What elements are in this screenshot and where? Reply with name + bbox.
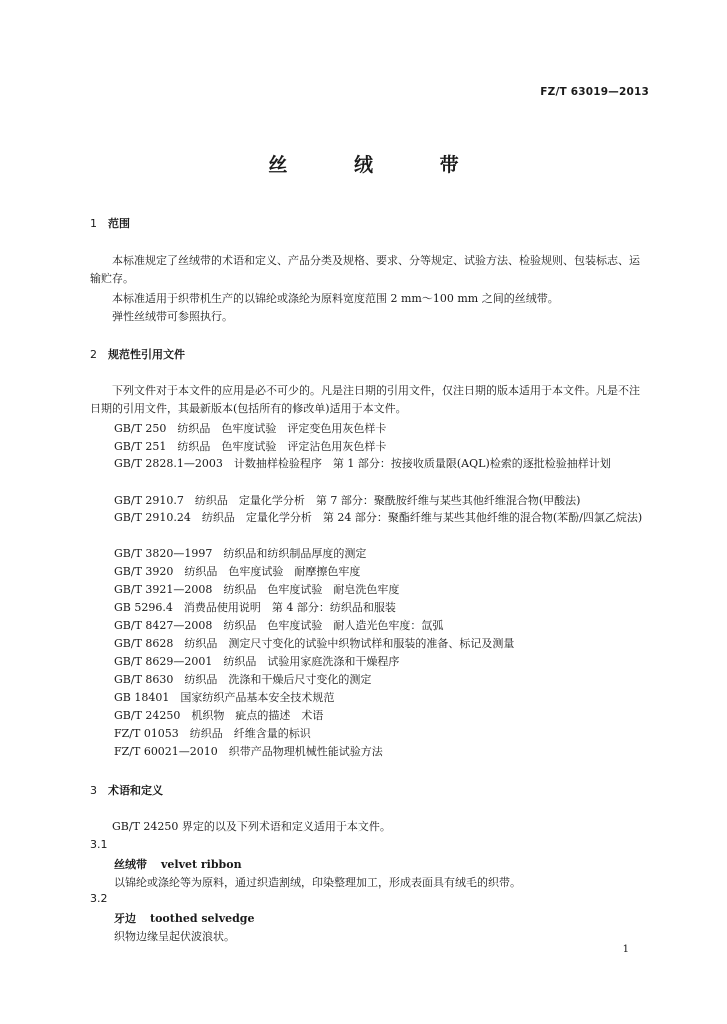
terms-intro: GB/T 24250 界定的以及下列术语和定义适用于本文件。 xyxy=(112,820,391,833)
term-clause-number: 3.2 xyxy=(90,892,108,905)
term-heading: 丝绒带 velvet ribbon xyxy=(114,858,242,871)
term-definition: 以锦纶或涤纶等为原料，通过织造割绒，印染整理加工，形成表面具有绒毛的织带。 xyxy=(114,876,521,889)
reference-item: GB/T 251 纺织品 色牢度试验 评定沾色用灰色样卡 xyxy=(114,440,387,453)
reference-item: GB 18401 国家纺织产品基本安全技术规范 xyxy=(114,691,335,704)
reference-item: GB/T 8629—2001 纺织品 试验用家庭洗涤和干燥程序 xyxy=(114,655,400,668)
reference-item: GB/T 2910.24 纺织品 定量化学分析 第 24 部分：聚酯纤维与某些其他纤维的混合物(苯酚/四氯乙烷法) xyxy=(114,511,643,524)
reference-item: GB/T 2910.7 纺织品 定量化学分析 第 7 部分：聚酰胺纤维与某些其他纤维混合物(甲酸法) xyxy=(114,494,581,507)
reference-item: FZ/T 01053 纺织品 纤维含量的标识 xyxy=(114,727,311,740)
scope-paragraph-3: 弹性丝绒带可参照执行。 xyxy=(112,310,233,323)
references-intro: 下列文件对于本文件的应用是必不可少的。凡是注日期的引用文件，仅注日期的版本适用于本文件。凡是不注日期的引用文件，其最新版本(包括所有的修改单)适用于本文件。 xyxy=(90,384,640,415)
reference-item: GB/T 8630 纺织品 洗涤和干燥后尺寸变化的测定 xyxy=(114,673,372,686)
term-heading: 牙边 toothed selvedge xyxy=(114,912,255,925)
page-number: 1 xyxy=(622,944,629,955)
scope-paragraph-1: 本标准规定了丝绒带的术语和定义、产品分类及规格、要求、分等规定、试验方法、检验规则、包装标志、运输贮存。 xyxy=(90,254,640,285)
term-definition: 织物边缘呈起伏波浪状。 xyxy=(114,930,235,943)
reference-item: GB/T 3820—1997 纺织品和纺织制品厚度的测定 xyxy=(114,547,367,560)
reference-item: GB/T 3920 纺织品 色牢度试验 耐摩擦色牢度 xyxy=(114,565,361,578)
reference-item: GB 5296.4 消费品使用说明 第 4 部分：纺织品和服装 xyxy=(114,601,396,614)
standard-number: FZ/T 63019—2013 xyxy=(540,86,649,98)
reference-item: GB/T 8427—2008 纺织品 色牢度试验 耐人造光色牢度：氙弧 xyxy=(114,619,444,632)
section-3-heading: 3 术语和定义 xyxy=(90,784,163,797)
section-1-heading: 1 范围 xyxy=(90,217,130,230)
reference-item: GB/T 24250 机织物 疵点的描述 术语 xyxy=(114,709,324,722)
reference-item: GB/T 8628 纺织品 测定尺寸变化的试验中织物试样和服装的准备、标记及测量 xyxy=(114,637,515,650)
reference-item: GB/T 250 纺织品 色牢度试验 评定变色用灰色样卡 xyxy=(114,422,387,435)
section-2-heading: 2 规范性引用文件 xyxy=(90,348,185,361)
term-clause-number: 3.1 xyxy=(90,838,108,851)
scope-paragraph-2: 本标准适用于织带机生产的以锦纶或涤纶为原料宽度范围 2 mm～100 mm 之间的丝绒带。 xyxy=(112,292,559,305)
reference-item: GB/T 3921—2008 纺织品 色牢度试验 耐皂洗色牢度 xyxy=(114,583,400,596)
reference-item: GB/T 2828.1—2003 计数抽样检验程序 第 1 部分：按接收质量限(AQL)检索的逐批检验抽样计划 xyxy=(114,457,611,470)
reference-item: FZ/T 60021—2010 织带产品物理机械性能试验方法 xyxy=(114,745,383,758)
document-title: 丝 绒 带 xyxy=(268,154,489,176)
